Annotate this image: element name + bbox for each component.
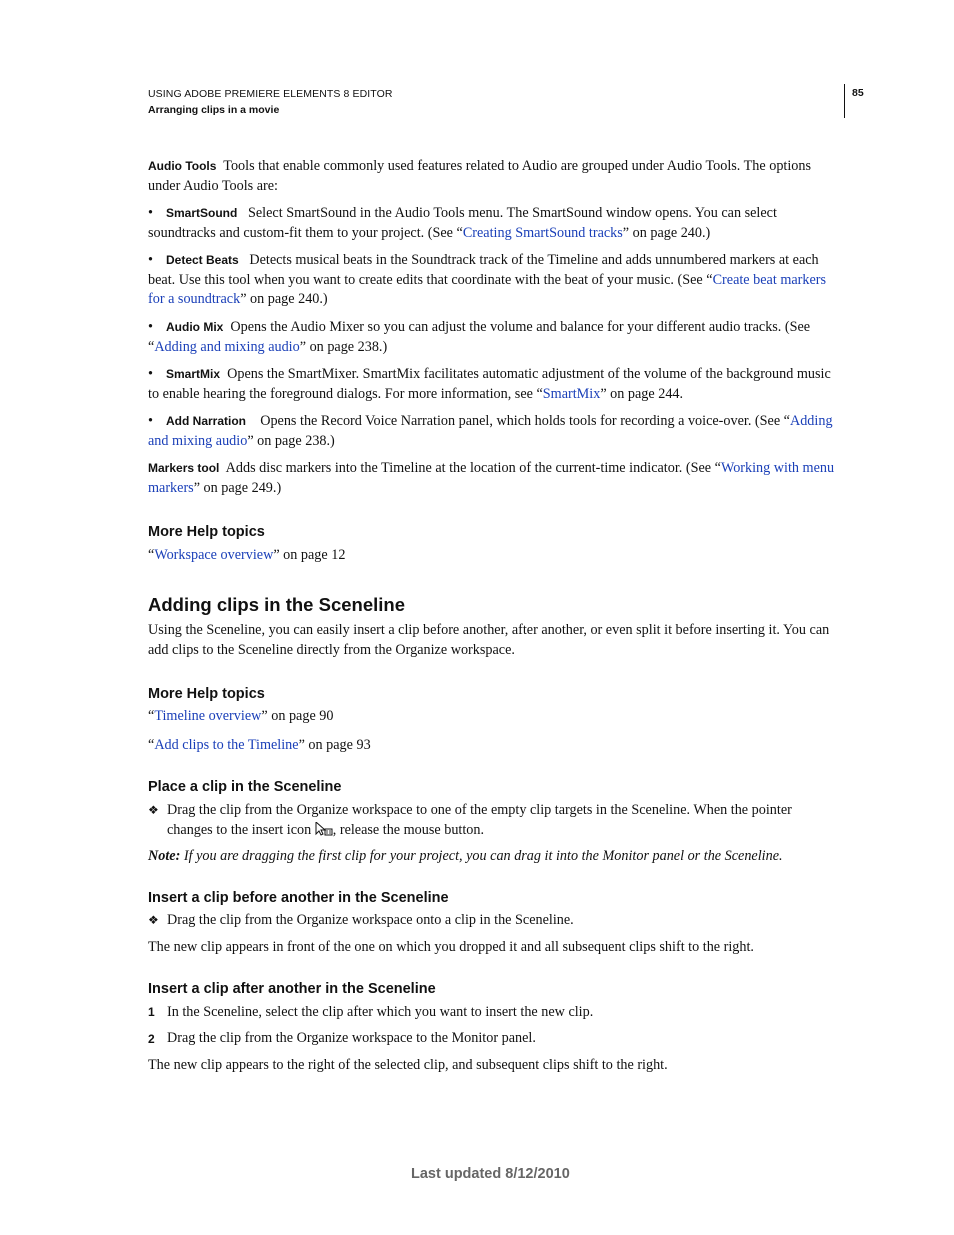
link-timeline-overview[interactable]: Timeline overview [154, 708, 262, 724]
bullet-smartmix [148, 365, 840, 404]
bullet-mark: • [148, 319, 153, 335]
audio-tools-text: Tools that enable commonly used features related to Audio are grouped under Audio Tools. The options under Audio Tools are: [148, 158, 811, 194]
header-divider [844, 84, 845, 118]
bullet-term: SmartMix [166, 367, 221, 381]
more-help-item [148, 707, 840, 727]
quote-open: “ [148, 737, 155, 753]
bullet-detect-beats [148, 251, 840, 310]
bullet-term: Detect Beats [166, 253, 239, 267]
section-intro: Using the Sceneline, you can easily insert a clip before another, after another, or even split it before inserting it. You can add clips to the Sceneline directly from the Organize workspace. [148, 622, 830, 658]
bullet-term: Audio Mix [166, 320, 224, 334]
insert-before-result: The new clip appears in front of the one on which you dropped it and all subsequent clips shift to the right. [148, 939, 754, 955]
bullet-term: SmartSound [166, 206, 238, 220]
bullet-text-post: ” on page 240.) [622, 224, 711, 241]
subsection-heading-place: Place a clip in the Sceneline [148, 779, 342, 795]
link-smartmix[interactable]: SmartMix [542, 385, 601, 402]
audio-tools-term: Audio Tools [148, 159, 217, 173]
bullet-text-post: ” on page 244. [600, 385, 684, 402]
note-label: Note: [148, 848, 181, 864]
more-help-heading: More Help topics [148, 686, 265, 702]
link-adding-mixing-audio[interactable]: Adding and mixing audio [154, 338, 300, 355]
link-workspace-overview[interactable]: Workspace overview [154, 547, 274, 563]
quote-open: “ [148, 547, 155, 563]
note [148, 847, 840, 867]
markers-tool-text: Adds disc markers into the Timeline at the location of the current-time indicator. (See “ [225, 460, 721, 476]
running-header-section: Arranging clips in a movie [148, 104, 280, 116]
audio-tools-paragraph [148, 157, 840, 196]
bullet-smartsound [148, 204, 840, 243]
bullet-text-post: ” on page 240.) [240, 291, 328, 307]
bullet-mark: • [148, 413, 153, 429]
step-text-post: , release the mouse button. [332, 821, 485, 838]
link-create-beat-markers[interactable]: Create beat markers for a soundtrack [148, 271, 827, 307]
step-marker: ❖ [148, 803, 159, 817]
link-add-clips-to-timeline[interactable]: Add clips to the Timeline [154, 737, 299, 753]
bullet-audio-mix [148, 318, 840, 357]
bullet-text-post: ” on page 238.) [247, 432, 335, 449]
bullet-add-narration [148, 412, 840, 451]
subsection-heading-insert-after: Insert a clip after another in the Sceneline [148, 981, 436, 997]
more-help-post: ” on page 12 [273, 547, 346, 563]
insert-after-step-2: Drag the clip from the Organize workspace to the Monitor panel. [167, 1030, 536, 1046]
bullet-term: Add Narration [166, 414, 247, 428]
step-number: 1 [148, 1005, 155, 1019]
bullet-text-post: ” on page 238.) [299, 338, 388, 355]
bullet-text: Opens the Record Voice Narration panel, which holds tools for recording a voice-over. (See “ [260, 413, 790, 429]
section-heading: Adding clips in the Sceneline [148, 594, 405, 615]
insert-before-step: Drag the clip from the Organize workspace onto a clip in the Sceneline. [167, 912, 574, 928]
markers-tool-paragraph [148, 459, 840, 498]
link-adding-mixing-audio-2[interactable]: Adding and mixing audio [148, 413, 833, 449]
insert-after-step-1: In the Sceneline, select the clip after which you want to insert the new clip. [167, 1004, 594, 1020]
bullet-mark: • [148, 252, 153, 268]
more-help-item [148, 736, 840, 756]
subsection-heading-insert-before: Insert a clip before another in the Sceneline [148, 890, 449, 906]
step-number: 2 [148, 1032, 155, 1046]
bullet-text: Detects musical beats in the Soundtrack track of the Timeline and adds unnumbered markers at each beat. Use this tool when you want to create edits that coordinate with the beat of your music. (See “ [148, 252, 819, 288]
place-clip-step [167, 801, 840, 840]
bullet-text: Select SmartSound in the Audio Tools menu. The SmartSound window opens. You can select soundtracks and custom-fit them to your project. (See “ [148, 205, 777, 241]
insert-after-result: The new clip appears to the right of the selected clip, and subsequent clips shift to the right. [148, 1057, 668, 1073]
bullet-text: Opens the Audio Mixer so you can adjust the volume and balance for your different audio tracks. (See “ [148, 319, 811, 355]
bullet-mark: • [148, 366, 153, 382]
link-working-with-menu-markers[interactable]: Working with menu markers [148, 460, 835, 496]
link-creating-smartsound-tracks[interactable]: Creating SmartSound tracks [462, 224, 623, 241]
more-help-post: ” on page 90 [261, 708, 334, 724]
step-text: Drag the clip from the Organize workspace to one of the empty clip targets in the Sceneline. When the pointer changes to the insert icon [167, 802, 792, 838]
page-number: 85 [852, 87, 864, 99]
last-updated-footer: Last updated 8/12/2010 [411, 1166, 570, 1182]
bullet-mark: • [148, 205, 153, 221]
more-help-item [148, 546, 840, 566]
step-marker: ❖ [148, 913, 159, 927]
bullet-text: Opens the SmartMixer. SmartMix facilitates automatic adjustment of the volume of the background music to enable hearing the foreground dialogs. For more information, see “ [148, 366, 831, 402]
more-help-heading: More Help topics [148, 524, 265, 540]
insert-pointer-icon [315, 822, 333, 836]
markers-tool-text-post: ” on page 249.) [193, 479, 282, 496]
note-text: If you are dragging the first clip for your project, you can drag it into the Monitor panel or the Sceneline. [183, 848, 783, 864]
more-help-post: ” on page 93 [298, 737, 371, 753]
running-header-title: USING ADOBE PREMIERE ELEMENTS 8 EDITOR [148, 88, 393, 100]
quote-open: “ [148, 708, 155, 724]
markers-tool-term: Markers tool [148, 461, 220, 475]
